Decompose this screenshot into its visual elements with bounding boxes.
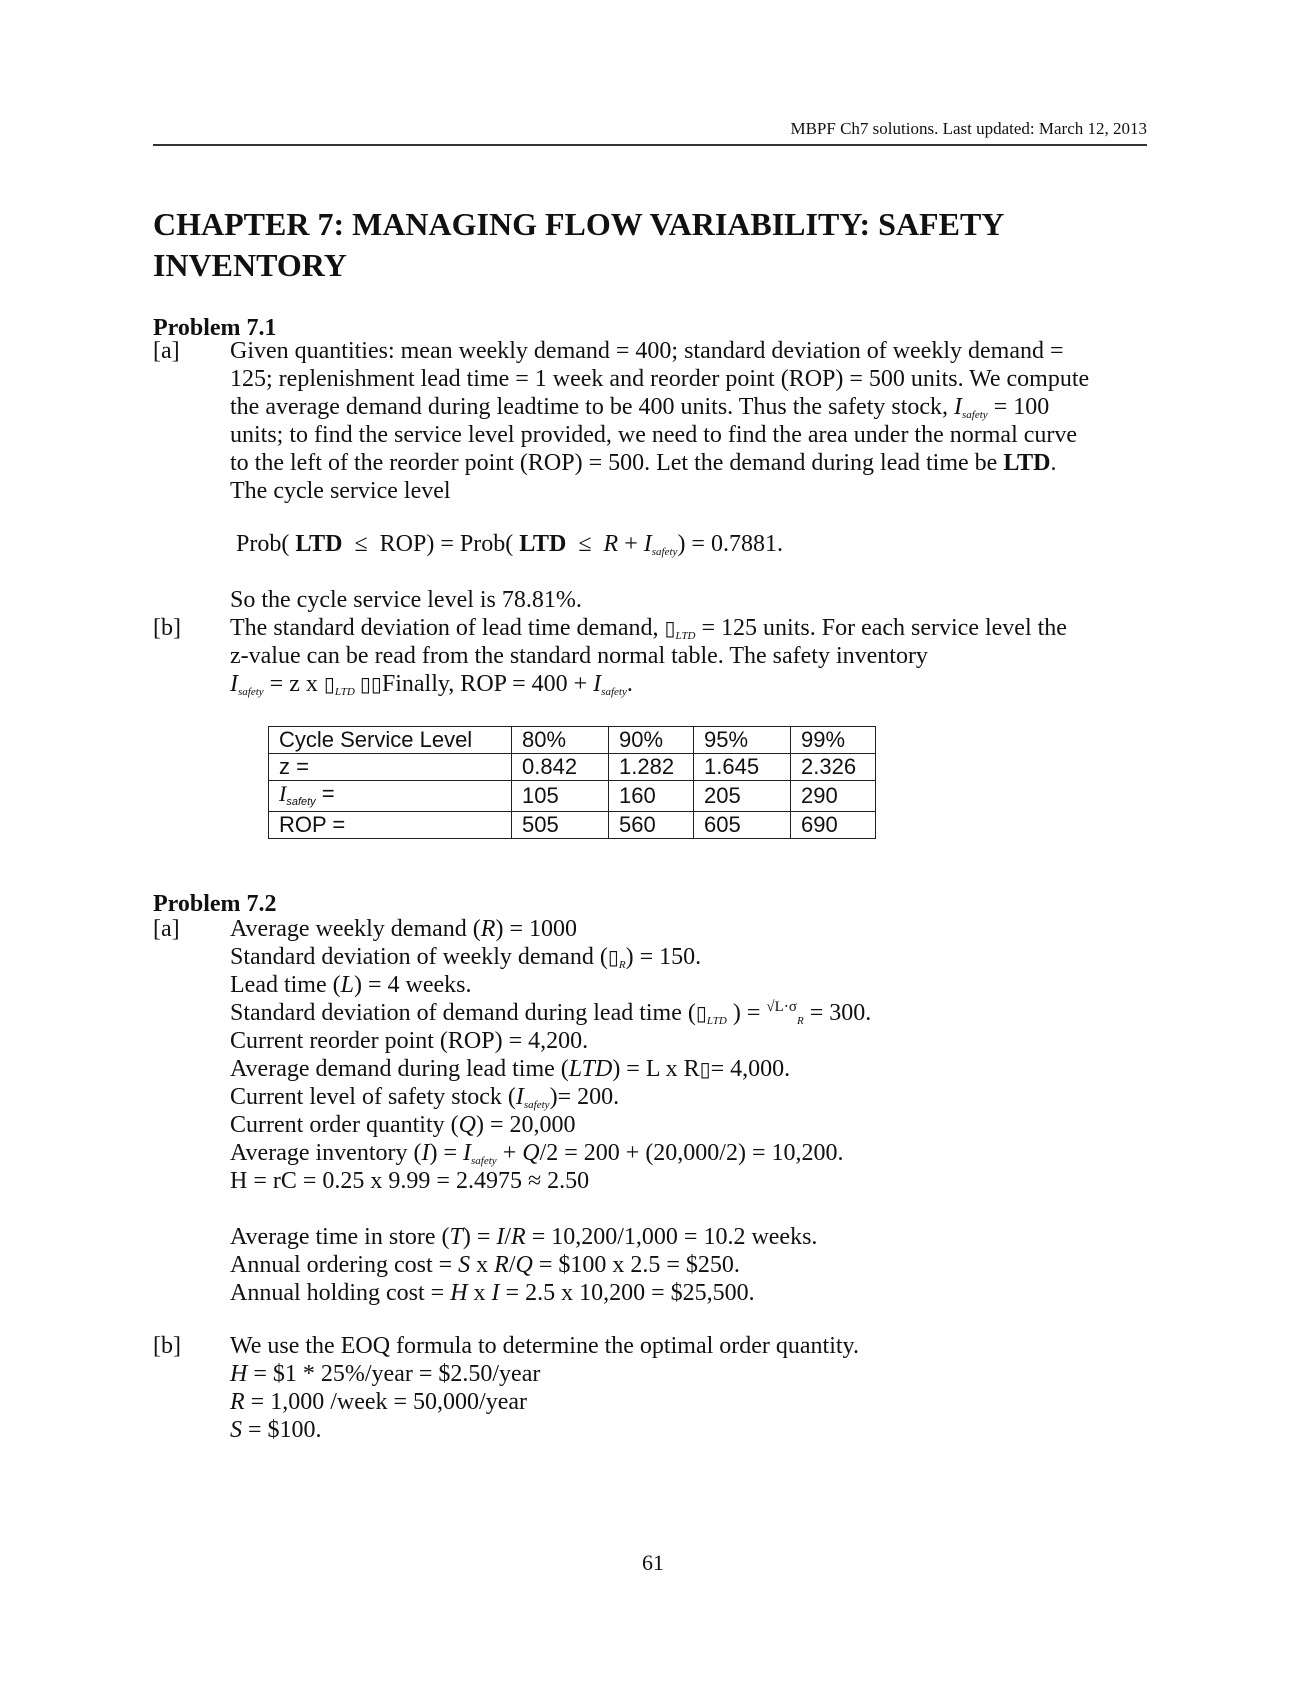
- text-line: H = rC = 0.25 x 9.99 = 2.4975 ≈ 2.50: [230, 1168, 590, 1194]
- probability-formula: [236, 529, 783, 563]
- text-run: ) =: [462, 1224, 497, 1250]
- part-a-marker: [a]: [153, 338, 180, 364]
- text-line: [230, 1416, 1150, 1444]
- text-run: = $1 * 25%/year = $2.50/year: [247, 1361, 541, 1387]
- variable: I: [643, 531, 652, 557]
- missing-glyph: ▯: [699, 1059, 711, 1081]
- text-run: ) = 4 weeks.: [353, 972, 472, 998]
- table-cell: z =: [269, 754, 512, 781]
- problem-7-2-part-a: [230, 915, 1150, 1307]
- text-line: The cycle service level: [230, 478, 451, 504]
- text-run: = $100.: [242, 1417, 322, 1443]
- text-run: ) =: [429, 1140, 464, 1166]
- table-row: [269, 727, 876, 754]
- variable: Q: [515, 1252, 533, 1278]
- text-run: Standard deviation of weekly demand (: [230, 944, 608, 970]
- page-number: 61: [642, 1550, 664, 1575]
- variable: R: [480, 916, 496, 942]
- text-line: [230, 1360, 1150, 1388]
- text-run: = 4,000.: [710, 1056, 791, 1082]
- missing-glyph: ▯: [323, 674, 335, 696]
- problem-7-1-conclusion: [230, 586, 1150, 614]
- text-line: [230, 1279, 1150, 1307]
- text-run: = 1,000 /week = 50,000/year: [244, 1389, 528, 1415]
- problem-7-2-title: Problem 7.2: [153, 891, 277, 917]
- text-line: [230, 1055, 1150, 1083]
- table-cell: 690: [791, 812, 876, 839]
- table-cell: 1.282: [609, 754, 694, 781]
- variable: Q: [458, 1112, 476, 1138]
- bold-term: LTD: [1003, 450, 1051, 476]
- text-run: Current order quantity (: [230, 1112, 459, 1138]
- bold-term: LTD: [519, 531, 567, 557]
- problem-7-1-part-a: [230, 337, 1150, 505]
- service-level-table: [268, 726, 876, 839]
- variable: I: [491, 1280, 500, 1306]
- variable: R: [230, 1389, 245, 1415]
- text-line: [230, 1251, 1150, 1279]
- variable: R: [511, 1224, 526, 1250]
- table-cell: 80%: [512, 727, 609, 754]
- text-line: units; to find the service level provided, we need to find the area under the normal curve: [230, 422, 1078, 448]
- subscript: safety: [601, 686, 627, 698]
- text-run: Annual holding cost =: [230, 1280, 451, 1306]
- variable: I: [463, 1140, 472, 1166]
- subscript: safety: [962, 409, 988, 421]
- text-line: Current reorder point (ROP) = 4,200.: [230, 1028, 589, 1054]
- missing-glyph: ▯: [664, 618, 676, 640]
- text-run: = 100: [987, 394, 1050, 420]
- text-line: [230, 971, 1150, 999]
- table-cell: Cycle Service Level: [269, 727, 512, 754]
- text-line: So the cycle service level is 78.81%.: [230, 587, 582, 613]
- subscript: safety: [471, 1155, 497, 1167]
- text-line: [230, 1111, 1150, 1139]
- text-run: = $100 x 2.5 = $250.: [532, 1252, 740, 1278]
- subscript: R: [618, 959, 626, 971]
- bold-term: LTD: [295, 531, 343, 557]
- table-cell: 290: [791, 781, 876, 812]
- le-symbol: ≤: [566, 531, 604, 557]
- variable: I: [230, 671, 238, 697]
- text-line: [230, 999, 1150, 1027]
- text-run: to the left of the reorder point (ROP) = 500. Let the demand during lead time be: [230, 450, 1004, 476]
- subscript: safety: [238, 686, 264, 698]
- text-run: = 2.5 x 10,200 = $25,500.: [499, 1280, 755, 1306]
- text-line: 125; replenishment lead time = 1 week and reorder point (ROP) = 500 units. We compute: [230, 366, 1090, 392]
- problem-7-2-part-b: [230, 1332, 1150, 1444]
- subscript: LTD: [706, 1015, 727, 1027]
- missing-glyph: ▯▯: [354, 674, 382, 696]
- subscript: R: [797, 1015, 804, 1027]
- variable: R: [494, 1252, 509, 1278]
- table-cell: 90%: [609, 727, 694, 754]
- text-run: ) = 0.7881.: [677, 531, 783, 557]
- text-line: z-value can be read from the standard normal table. The safety inventory: [230, 643, 928, 669]
- text-run: = z x: [263, 671, 324, 697]
- missing-glyph: ▯: [607, 947, 619, 969]
- text-run: Standard deviation of demand during lead time (: [230, 1000, 696, 1026]
- part-b-marker: [b]: [153, 1333, 181, 1359]
- variable: S: [230, 1417, 242, 1443]
- variable: I: [496, 1224, 505, 1250]
- text-run: Prob(: [236, 531, 296, 557]
- table-cell: 560: [609, 812, 694, 839]
- table-cell: 2.326: [791, 754, 876, 781]
- table-cell: 160: [609, 781, 694, 812]
- text-run: .: [626, 671, 633, 697]
- variable: H: [450, 1280, 468, 1306]
- text-run: Annual ordering cost =: [230, 1252, 459, 1278]
- variable: S: [458, 1252, 471, 1278]
- text-run: ROP) = Prob(: [379, 531, 520, 557]
- text-run: ) = 150.: [625, 944, 702, 970]
- text-run: .: [1050, 450, 1057, 476]
- table-cell: 505: [512, 812, 609, 839]
- variable: R: [603, 531, 619, 557]
- running-header: MBPF Ch7 solutions. Last updated: March 12, 2013: [790, 119, 1147, 138]
- variable: I: [421, 1140, 430, 1166]
- text-line: [230, 393, 1150, 421]
- part-b-marker: [b]: [153, 615, 181, 641]
- text-run: Average time in store (: [230, 1224, 450, 1250]
- text-line: [230, 1223, 1150, 1251]
- variable: H: [230, 1361, 248, 1387]
- text-run: = 300.: [803, 1000, 872, 1026]
- variable: I: [279, 781, 287, 806]
- subscript: safety: [651, 546, 678, 558]
- text-run: /2 = 200 + (20,000/2) = 10,200.: [539, 1140, 844, 1166]
- text-line: [230, 449, 1150, 477]
- text-line: [230, 1388, 1150, 1416]
- table-cell: [269, 781, 512, 812]
- table-cell: 95%: [694, 727, 791, 754]
- table-row: [269, 781, 876, 812]
- problem-7-1-title: Problem 7.1: [153, 315, 277, 341]
- text-run: +: [618, 531, 644, 557]
- text-run: ) = 1000: [495, 916, 577, 942]
- variable: I: [515, 1084, 524, 1110]
- variable: LTD: [568, 1056, 613, 1082]
- header-rule: [153, 144, 1147, 146]
- table-cell: 99%: [791, 727, 876, 754]
- le-symbol: ≤: [342, 531, 380, 557]
- text-run: /: [508, 1252, 516, 1278]
- text-line: Given quantities: mean weekly demand = 400; standard deviation of weekly demand =: [230, 338, 1064, 364]
- table-cell: ROP =: [269, 812, 512, 839]
- text-run: ) = 20,000: [475, 1112, 576, 1138]
- text-run: = 10,200/1,000 = 10.2 weeks.: [525, 1224, 818, 1250]
- text-run: Finally, ROP = 400 +: [381, 671, 594, 697]
- table-cell: 205: [694, 781, 791, 812]
- text-run: = 125 units. For each service level the: [695, 615, 1067, 641]
- variable: I: [954, 394, 963, 420]
- text-line: We use the EOQ formula to determine the optimal order quantity.: [230, 1333, 859, 1359]
- sqrt-expression: √L⋅σ: [766, 999, 798, 1015]
- text-run: =: [315, 781, 335, 806]
- text-line: [230, 1139, 1150, 1167]
- text-line: [230, 614, 1150, 642]
- part-a-marker: [a]: [153, 916, 180, 942]
- text-run: ) =: [726, 1000, 767, 1026]
- chapter-title: CHAPTER 7: MANAGING FLOW VARIABILITY: SAFETY INVENTORY: [153, 206, 1004, 283]
- text-line: [230, 1083, 1150, 1111]
- table-row: [269, 754, 876, 781]
- problem-7-1-part-b: [230, 614, 1150, 698]
- variable: Q: [522, 1140, 540, 1166]
- text-line: [230, 670, 1150, 698]
- subscript: safety: [523, 1099, 550, 1111]
- table-cell: 605: [694, 812, 791, 839]
- text-run: x: [467, 1280, 492, 1306]
- text-run: Average demand during lead time (: [230, 1056, 569, 1082]
- text-run: +: [496, 1140, 523, 1166]
- variable: T: [449, 1224, 463, 1250]
- text-run: /: [504, 1224, 512, 1250]
- table-cell: 105: [512, 781, 609, 812]
- subscript: LTD: [675, 630, 696, 642]
- text-run: Average weekly demand (: [230, 916, 481, 942]
- table-row: [269, 812, 876, 839]
- text-line: [230, 943, 1150, 971]
- subscript: LTD: [334, 686, 355, 698]
- text-run: x: [470, 1252, 495, 1278]
- variable: I: [593, 671, 602, 697]
- text-run: The standard deviation of lead time demand,: [230, 615, 665, 641]
- text-run: ) = L x R: [612, 1056, 700, 1082]
- text-run: the average demand during leadtime to be 400 units. Thus the safety stock,: [230, 394, 949, 420]
- missing-glyph: ▯: [695, 1003, 707, 1025]
- text-run: Current level of safety stock (: [230, 1084, 516, 1110]
- table-cell: 1.645: [694, 754, 791, 781]
- text-run: Lead time (: [230, 972, 341, 998]
- table-cell: 0.842: [512, 754, 609, 781]
- text-run: Average inventory (: [230, 1140, 422, 1166]
- text-line: [230, 915, 1150, 943]
- variable: L: [340, 972, 354, 998]
- blank-line: [230, 1195, 1150, 1223]
- subscript: safety: [286, 796, 316, 808]
- text-run: )= 200.: [549, 1084, 620, 1110]
